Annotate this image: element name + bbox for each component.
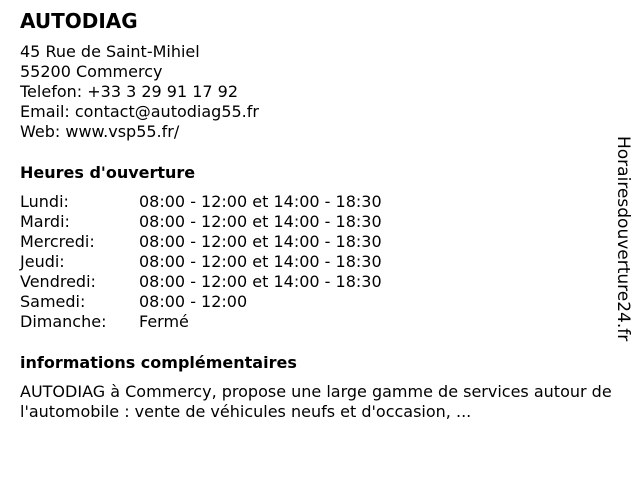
- day-label: Mercredi:: [20, 232, 95, 251]
- hours-row-monday: [20, 192, 620, 212]
- website-text: Web: www.vsp55.fr/: [20, 122, 180, 141]
- hours-row-thursday: [20, 252, 620, 272]
- address-city: 55200 Commercy: [20, 62, 163, 81]
- address-street: 45 Rue de Saint-Mihiel: [20, 42, 200, 61]
- hours-row-sunday: [20, 312, 620, 332]
- day-label: Samedi:: [20, 292, 86, 311]
- email-text: Email: contact@autodiag55.fr: [20, 102, 259, 121]
- info-heading: informations complémentaires: [20, 353, 297, 372]
- time-range: 08:00 - 12:00 et 14:00 - 18:30: [139, 252, 382, 271]
- contact-block: [20, 42, 620, 142]
- hours-row-friday: [20, 272, 620, 292]
- time-range: 08:00 - 12:00 et 14:00 - 18:30: [139, 212, 382, 231]
- time-range: 08:00 - 12:00: [139, 292, 248, 311]
- day-label: Vendredi:: [20, 272, 96, 291]
- day-label: Mardi:: [20, 212, 70, 231]
- time-range: Fermé: [139, 312, 189, 331]
- time-range: 08:00 - 12:00 et 14:00 - 18:30: [139, 192, 382, 211]
- site-watermark: Horairesdouverture24.fr: [613, 136, 633, 342]
- hours-row-tuesday: [20, 212, 620, 232]
- phone-text: Telefon: +33 3 29 91 17 92: [20, 82, 239, 101]
- info-description: AUTODIAG à Commercy, propose une large gamme de services autour de l'automobile : vente de véhicules neufs et d'occasion, ...: [20, 382, 612, 421]
- day-label: Dimanche:: [20, 312, 107, 331]
- hours-table: [20, 192, 620, 332]
- hours-heading: Heures d'ouverture: [20, 163, 196, 182]
- hours-row-wednesday: [20, 232, 620, 252]
- time-range: 08:00 - 12:00 et 14:00 - 18:30: [139, 272, 382, 291]
- day-label: Jeudi:: [20, 252, 65, 271]
- hours-row-saturday: [20, 292, 620, 312]
- business-name: AUTODIAG: [20, 9, 138, 33]
- day-label: Lundi:: [20, 192, 69, 211]
- time-range: 08:00 - 12:00 et 14:00 - 18:30: [139, 232, 382, 251]
- business-card: [20, 8, 620, 422]
